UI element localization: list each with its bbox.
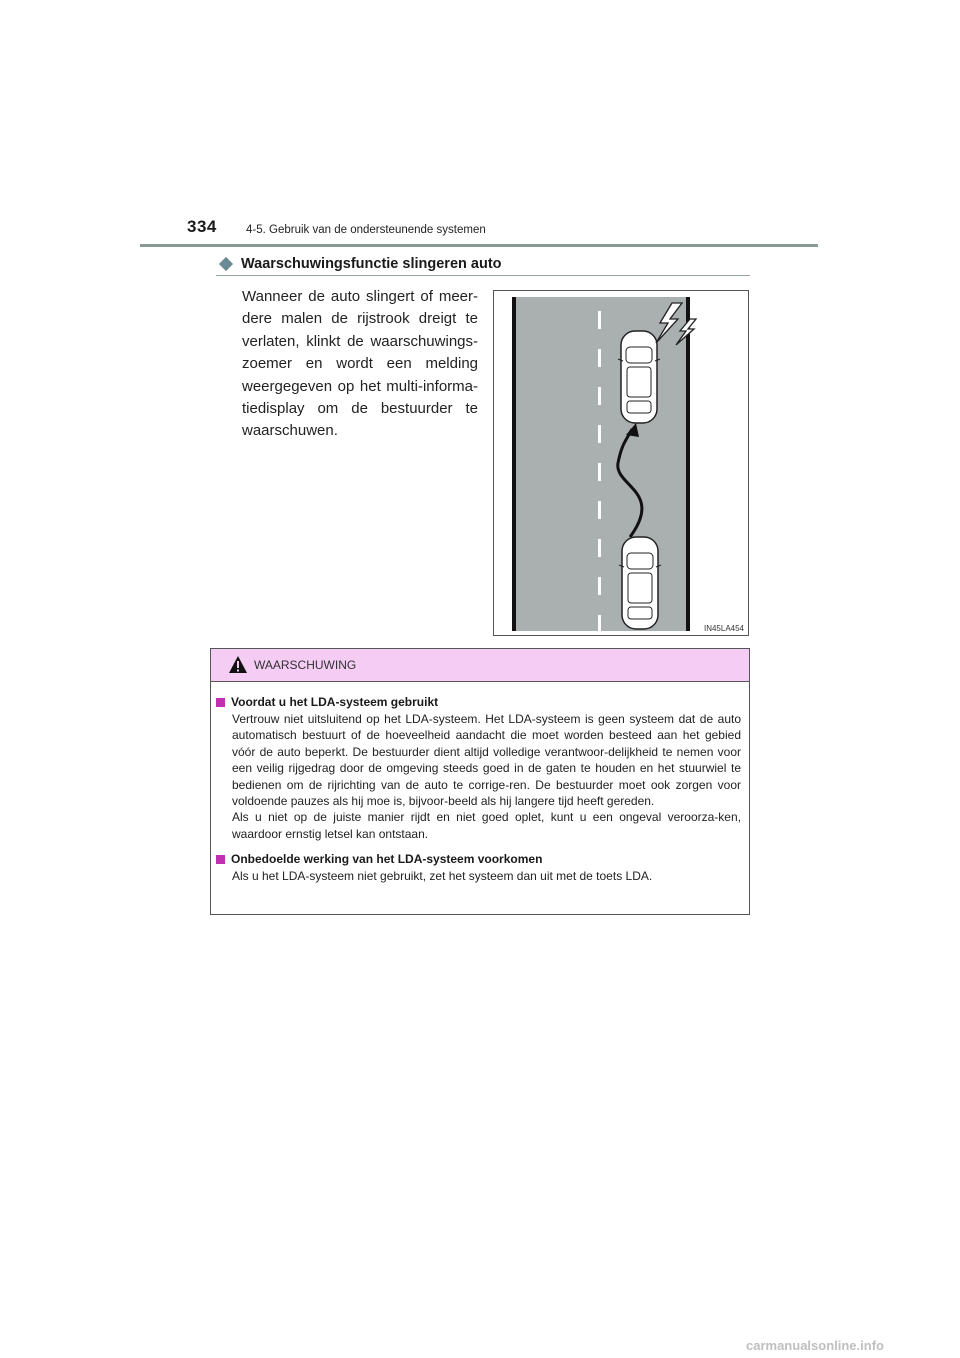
warning-item-title-text: Voordat u het LDA-systeem gebruikt (231, 695, 439, 709)
warning-item-title (216, 694, 741, 711)
body-paragraph: Wanneer de auto slingert of meer-dere malen de rijstrook dreigt te verlaten, klinkt de waarschuwings-zoemer en wordt een melding weergegeven op het multi-informa-tiedisplay om de bestuurder te waarschuwen. (242, 288, 478, 440)
warning-item-text: Vertrouw niet uitsluitend op het LDA-systeem. Het LDA-systeem is geen systeem dat de auto automatisch bestuurt of de hoeveelheid aandacht die moet worden besteed aan het gebied vóór de auto beperkt. De bestuurder dient altijd volledige verantwoor-delijkheid te nemen voor een veilig rijgedrag door de omgeving steeds goed in de gaten te houden en het stuurwiel te bedienen om de rijrichting van de auto te corrige-ren. De bestuurder moet ook zorgen voor voldoende pauzes als hij moe is, bijvoor-beeld als hij langere tijd heeft gereden. Als u niet op de juiste manier rijdt en niet goed oplet, kunt u een ongeval veroorza-ken, waardoor ernstig letsel kan ontstaan. (232, 712, 741, 841)
page-number: 334 (187, 217, 217, 236)
lane-dashes (598, 311, 601, 631)
warning-item-title-text: Onbedoelde werking van het LDA-systeem voorkomen (231, 852, 543, 867)
subheading (216, 253, 750, 276)
car-lower-icon (619, 537, 661, 629)
header-rule (140, 244, 818, 247)
warning-title: WAARSCHUWING (254, 658, 357, 672)
lane-swerve-illustration (494, 291, 748, 635)
road-edge-right (686, 297, 690, 631)
warning-item (216, 851, 741, 884)
warning-header (211, 649, 749, 682)
diamond-bullet-icon (219, 257, 233, 271)
watermark: carmanualsonline.info (746, 1338, 884, 1353)
figure-code: IN45LA454 (703, 624, 744, 633)
square-bullet-icon (216, 855, 225, 864)
warning-item (216, 694, 741, 842)
warning-item-text: Als u het LDA-systeem niet gebruikt, zet het systeem dan uit met de toets LDA. (232, 869, 653, 884)
warning-triangle-icon (228, 655, 248, 674)
lane-swerve-figure (493, 290, 749, 636)
car-upper-icon (618, 331, 660, 423)
section-header: 4-5. Gebruik van de ondersteunende systemen (246, 224, 486, 236)
square-bullet-icon (216, 698, 225, 707)
warning-item-title (216, 851, 741, 868)
subheading-text: Waarschuwingsfunctie slingeren auto (241, 256, 502, 272)
warning-box (210, 648, 750, 915)
road-edge-left (512, 297, 516, 631)
warning-body (211, 682, 749, 885)
